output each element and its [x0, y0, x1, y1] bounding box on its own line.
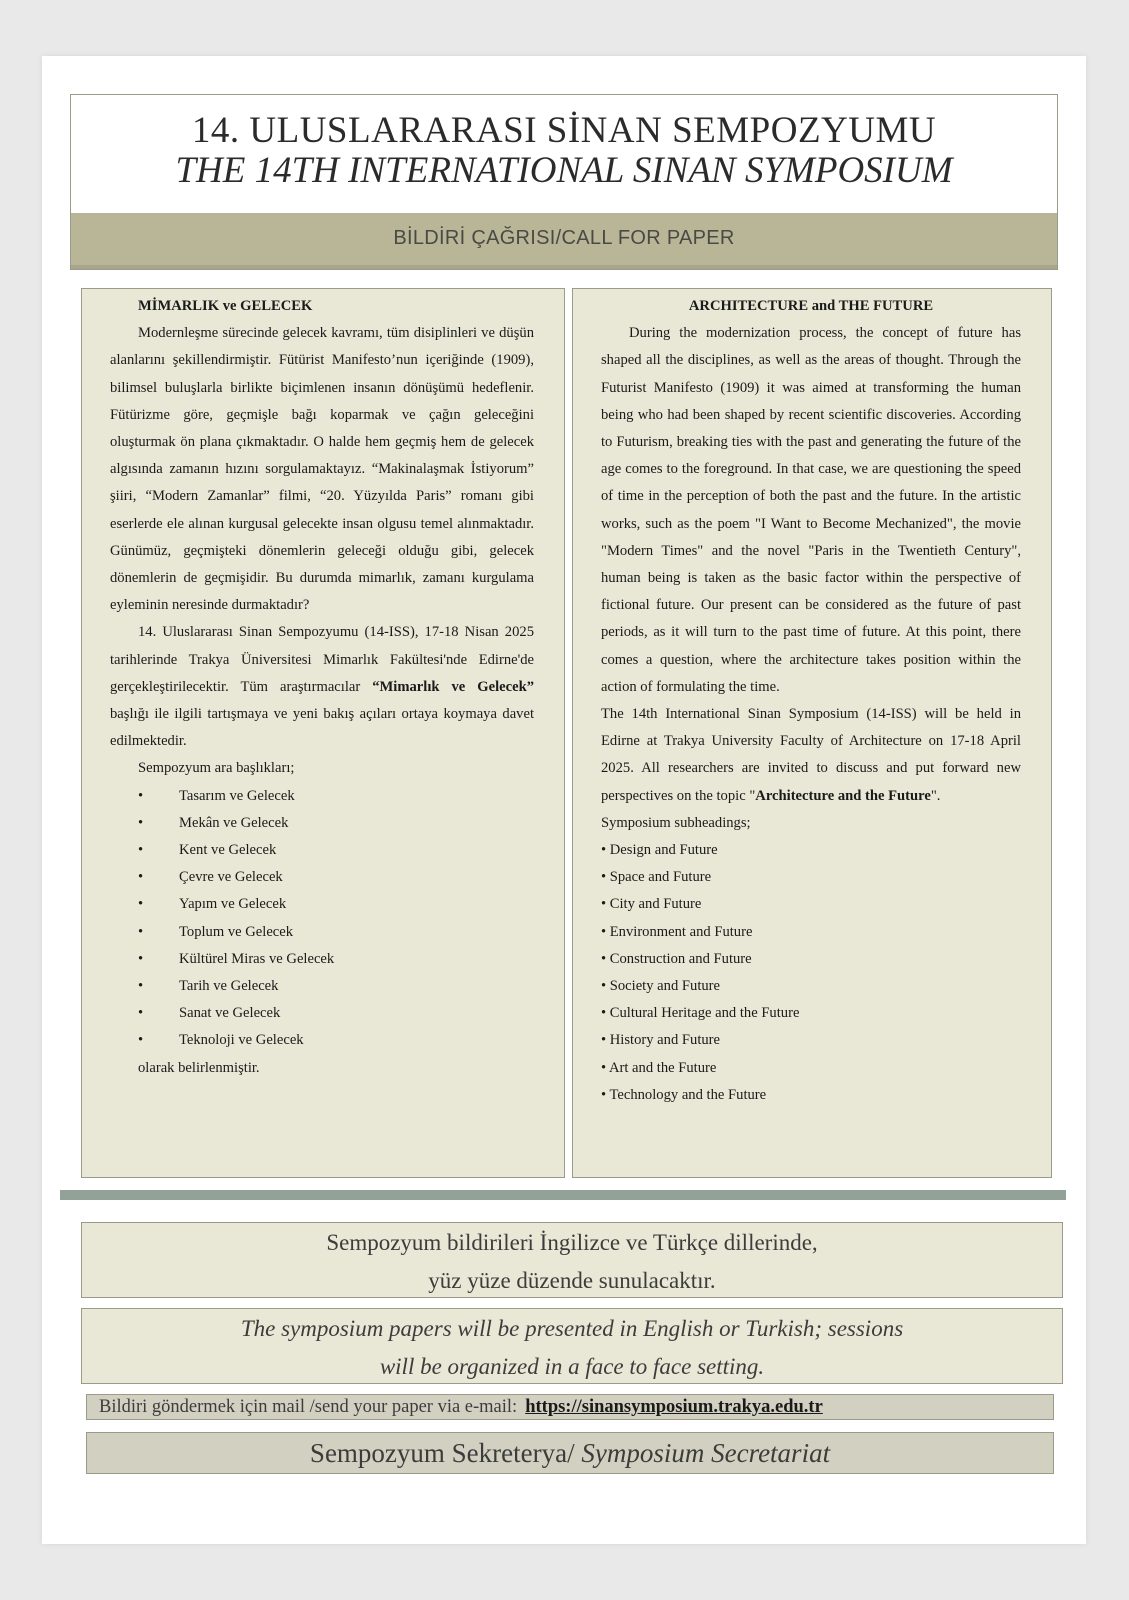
language-note-english	[81, 1308, 1063, 1384]
list-item: • Technology and the Future	[601, 1086, 767, 1103]
call-for-paper-bar: BİLDİRİ ÇAĞRISI/CALL FOR PAPER	[71, 213, 1057, 269]
turkish-column	[81, 288, 565, 1178]
title-turkish: 14. ULUSLARARASI SİNAN SEMPOZYUMU	[191, 110, 937, 151]
list-item: • Kültürel Miras ve Gelecek	[138, 946, 534, 973]
secretariat-english: Symposium Secretariat	[581, 1438, 831, 1468]
list-item: • Yapım ve Gelecek	[138, 891, 534, 918]
secretariat-bar	[86, 1432, 1054, 1474]
english-p2-text-end: ".	[930, 787, 941, 804]
english-subheadings-list	[601, 837, 1021, 1109]
english-topic-bold: Architecture and the Future	[755, 787, 931, 804]
document-page	[42, 56, 1086, 1544]
language-note-tr-line-1: Sempozyum bildirileri İngilizce ve Türkçe dillerinde,	[326, 1230, 818, 1255]
english-subheadings-label: Symposium subheadings;	[601, 814, 751, 831]
english-paragraph-2	[601, 701, 1021, 810]
language-note-turkish	[81, 1222, 1063, 1298]
list-item: • Design and Future	[601, 842, 718, 859]
list-item: • Space and Future	[601, 869, 712, 886]
english-paragraph-1: During the modernization process, the concept of future has shaped all the disciplines, as well as the areas of thought. Through the Futurist Manifesto (1909) it was aimed at transforming the human being who had been shaped by recent scientific discoveries. According to Futurism, breaking ties with the past and generating the future of the age comes to the foreground. In that case, we are questioning the speed of time in the perception of both the past and the future. In the artistic works, such as the poem "I Want to Become Mechanized", the movie "Modern Times" and the novel "Paris in the Twentieth Century", human being is taken as the basic factor within the perspective of fictional future. Our present can be considered as the future of past periods, as it will turn to the past time of future. At this point, there comes a question, where the architecture takes position within the action of formulating the time.	[601, 325, 1021, 695]
list-item: • Mekân ve Gelecek	[138, 810, 534, 837]
turkish-heading: MİMARLIK ve GELECEK	[138, 298, 313, 314]
list-item: • History and Future	[601, 1032, 721, 1049]
turkish-paragraph-2	[110, 619, 534, 755]
language-note-tr-line-2: yüz yüze düzende sunulacaktır.	[428, 1268, 716, 1293]
list-item: • Teknoloji ve Gelecek	[138, 1027, 534, 1054]
english-p2-text: The 14th International Sinan Symposium (14-ISS) will be held in Edirne at Trakya University Faculty of Architecture on 17-18 April 2025. All researchers are invited to discuss and put forward new perspectives on the topic "	[601, 706, 1021, 804]
list-item: • Sanat ve Gelecek	[138, 1000, 534, 1027]
submission-bar	[86, 1394, 1054, 1420]
turkish-subheadings-list	[110, 783, 534, 1055]
list-item: • Tarih ve Gelecek	[138, 973, 534, 1000]
english-heading: ARCHITECTURE and THE FUTURE	[688, 298, 934, 314]
list-item: • Environment and Future	[601, 923, 753, 940]
list-item: • Cultural Heritage and the Future	[601, 1005, 800, 1022]
header-box	[70, 94, 1058, 270]
secretariat-turkish: Sempozyum Sekreterya/	[309, 1438, 575, 1468]
list-item: • Toplum ve Gelecek	[138, 919, 534, 946]
list-item: • Çevre ve Gelecek	[138, 864, 534, 891]
turkish-topic-bold: “Mimarlık ve Gelecek”	[372, 678, 534, 695]
language-note-en-line-2: will be organized in a face to face setting.	[379, 1354, 765, 1379]
submission-label: Bildiri göndermek için mail /send your paper via e-mail:	[99, 1397, 518, 1417]
list-item: • Art and the Future	[601, 1059, 717, 1076]
list-item: • Construction and Future	[601, 950, 752, 967]
english-column	[572, 288, 1052, 1178]
turkish-paragraph-1: Modernleşme sürecinde gelecek kavramı, tüm disiplinleri ve düşün alanlarını şekillendirmiştir. Fütürist Manifesto’nun içeriğinde (1909), bilimsel buluşlarla birlikte biçimlenen insanın dönüşümü hedeflenir. Fütürizme göre, geçmişle bağı koparmak ve çağın geleceğini oluşturmak ön plana çıkmaktadır. O halde hem geçmiş hem de gelecek algısında zamanın hızını sorgulamaktayız. “Makinalaşmak İstiyorum” şiiri, “Modern Zamanlar” filmi, “20. Yüzyılda Paris” romanı gibi eserlerde ele alınan kurgusal gelecekte insan olgusu temel alınmaktadır. Günümüz, geçmişteki dönemlerin geleceği olduğu gibi, gelecek dönemlerin de geçmişidir. Bu durumda mimarlık, zamanı kurgulama eyleminin neresinde durmaktadır?	[110, 325, 534, 614]
submission-link[interactable]: https://sinansymposium.trakya.edu.tr	[525, 1397, 823, 1417]
turkish-p2-text-end: başlığı ile ilgili tartışmaya ve yeni bakış açıları ortaya koymaya davet edilmektedir.	[110, 706, 534, 750]
section-divider	[60, 1190, 1066, 1200]
list-item: • City and Future	[601, 896, 702, 913]
title-english: THE 14TH INTERNATIONAL SINAN SYMPOSIUM	[175, 150, 953, 191]
list-item: • Tasarım ve Gelecek	[138, 783, 534, 810]
language-note-en-line-1: The symposium papers will be presented in English or Turkish; sessions	[240, 1316, 904, 1341]
list-item: • Society and Future	[601, 978, 721, 995]
turkish-p2-text: 14. Uluslararası Sinan Sempozyumu (14-ISS), 17-18 Nisan 2025 tarihlerinde Trakya Üniversitesi Mimarlık Fakültesi'nde Edirne'de gerçekleştirilecektir. Tüm araştırmacılar	[110, 624, 534, 695]
list-item: • Kent ve Gelecek	[138, 837, 534, 864]
turkish-closing: olarak belirlenmiştir.	[138, 1059, 260, 1076]
turkish-subheadings-label: Sempozyum ara başlıkları;	[138, 760, 295, 777]
